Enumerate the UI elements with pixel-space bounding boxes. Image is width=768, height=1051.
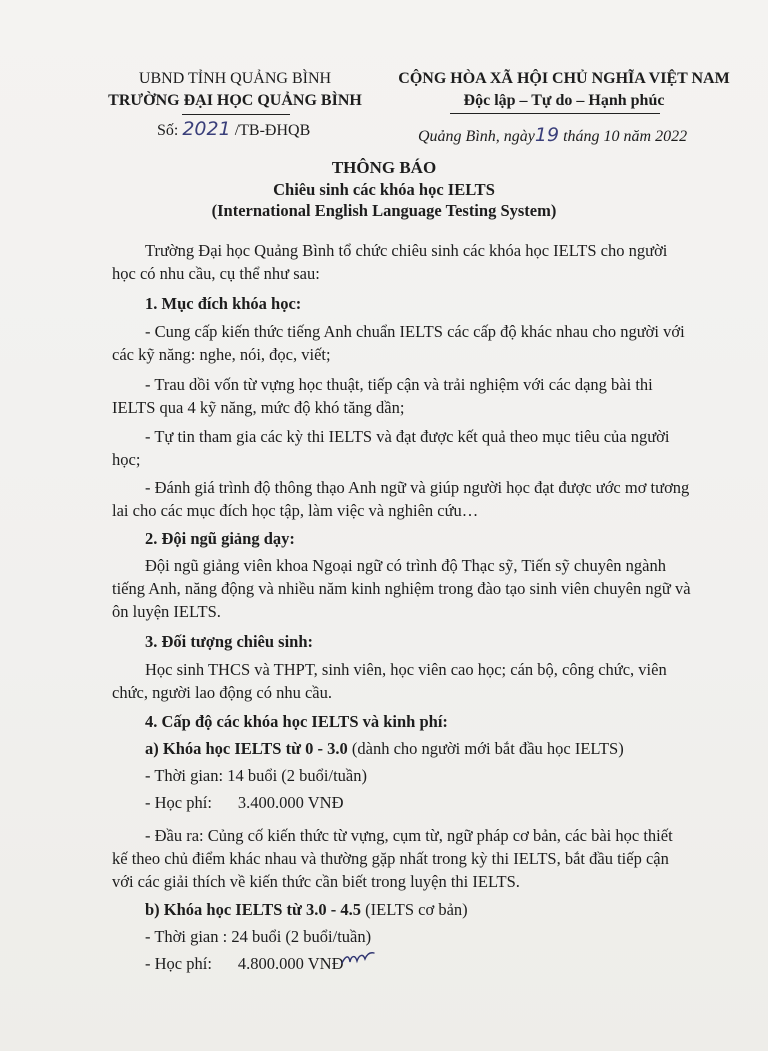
document-date: Quảng Bình, ngày19 tháng 10 năm 2022 bbox=[418, 124, 688, 146]
purpose-bullet: - Tự tin tham gia các kỳ thi IELTS và đạt được kết quả theo mục tiêu của người bbox=[145, 427, 670, 446]
purpose-bullet-cont: lai cho các mục đích học tập, làm việc và nghiên cứu… bbox=[112, 501, 479, 520]
audience-line: chức, người lao động có nhu cầu. bbox=[112, 683, 332, 702]
purpose-bullet-cont: học; bbox=[112, 450, 141, 469]
audience-line: Học sinh THCS và THPT, sinh viên, học viên cao học; cán bộ, công chức, viên bbox=[145, 660, 667, 679]
notice-subtitle-english: (International English Language Testing System) bbox=[211, 201, 557, 220]
notice-subtitle: Chiêu sinh các khóa học IELTS bbox=[273, 180, 495, 199]
course-b-fee: - Học phí: 4.800.000 VNĐ bbox=[145, 954, 344, 973]
course-a-outcome-cont: với các giải thích về kiến thức cần biết trong luyện thi IELTS. bbox=[112, 872, 520, 891]
intro-line: học có nhu cầu, cụ thể như sau: bbox=[112, 264, 320, 283]
document-number-handwritten: 2021 bbox=[182, 118, 231, 140]
course-a-time: - Thời gian: 14 buổi (2 buổi/tuần) bbox=[145, 766, 367, 785]
motto-underline bbox=[450, 113, 660, 114]
org-name: UBND TỈNH QUẢNG BÌNH bbox=[138, 70, 332, 87]
nation-motto: Độc lập – Tự do – Hạnh phúc bbox=[463, 92, 665, 109]
course-a-outcome-cont: kế theo chủ điểm khác nhau và thường gặp nhất trong kỳ thi IELTS, bắt đầu tiếp cận bbox=[112, 849, 669, 868]
section-heading-purpose: 1. Mục đích khóa học: bbox=[145, 294, 302, 313]
purpose-bullet: - Đánh giá trình độ thông thạo Anh ngữ và giúp người học đạt được ước mơ tương bbox=[145, 478, 690, 497]
purpose-bullet-cont: IELTS qua 4 kỹ năng, mức độ khó tăng dần; bbox=[112, 398, 405, 417]
section-heading-audience: 3. Đối tượng chiêu sinh: bbox=[145, 632, 314, 651]
school-name: TRƯỜNG ĐẠI HỌC QUẢNG BÌNH bbox=[108, 92, 362, 109]
staff-line: Đội ngũ giảng viên khoa Ngoại ngữ có trình độ Thạc sỹ, Tiến sỹ chuyên ngành bbox=[145, 556, 666, 575]
section-heading-staff: 2. Đội ngũ giảng dạy: bbox=[145, 529, 295, 548]
document-number: Số: 2021 /TB-ĐHQB bbox=[157, 118, 311, 140]
initials-mark bbox=[340, 947, 376, 969]
notice-title: THÔNG BÁO bbox=[331, 158, 437, 177]
purpose-bullet: - Cung cấp kiến thức tiếng Anh chuẩn IELTS các cấp độ khác nhau cho người với bbox=[145, 322, 685, 341]
section-heading-courses: 4. Cấp độ các khóa học IELTS và kinh phí: bbox=[145, 712, 448, 731]
school-underline bbox=[182, 114, 290, 115]
intro-line: Trường Đại học Quảng Bình tổ chức chiêu sinh các khóa học IELTS cho người bbox=[145, 241, 668, 260]
course-b-title: b) Khóa học IELTS từ 3.0 - 4.5 (IELTS cơ bản) bbox=[145, 900, 468, 919]
course-a-title: a) Khóa học IELTS từ 0 - 3.0 (dành cho người mới bắt đầu học IELTS) bbox=[145, 739, 624, 758]
course-a-outcome: - Đầu ra: Củng cố kiến thức từ vựng, cụm từ, ngữ pháp cơ bản, các bài học thiết bbox=[145, 826, 673, 845]
purpose-bullet-cont: các kỹ năng: nghe, nói, đọc, viết; bbox=[112, 345, 331, 364]
course-a-fee: - Học phí: 3.400.000 VNĐ bbox=[145, 793, 344, 812]
course-b-time: - Thời gian : 24 buổi (2 buổi/tuần) bbox=[145, 927, 372, 946]
staff-line: tiếng Anh, năng động và nhiều năm kinh nghiệm trong đào tạo sinh viên chuyên ngữ và bbox=[112, 579, 691, 598]
staff-line: ôn luyện IELTS. bbox=[112, 602, 221, 621]
nation-name: CỘNG HÒA XÃ HỘI CHỦ NGHĨA VIỆT NAM bbox=[398, 70, 730, 87]
purpose-bullet: - Trau dồi vốn từ vựng học thuật, tiếp cận và trải nghiệm với các dạng bài thi bbox=[145, 375, 653, 394]
date-day-handwritten: 19 bbox=[534, 124, 560, 146]
